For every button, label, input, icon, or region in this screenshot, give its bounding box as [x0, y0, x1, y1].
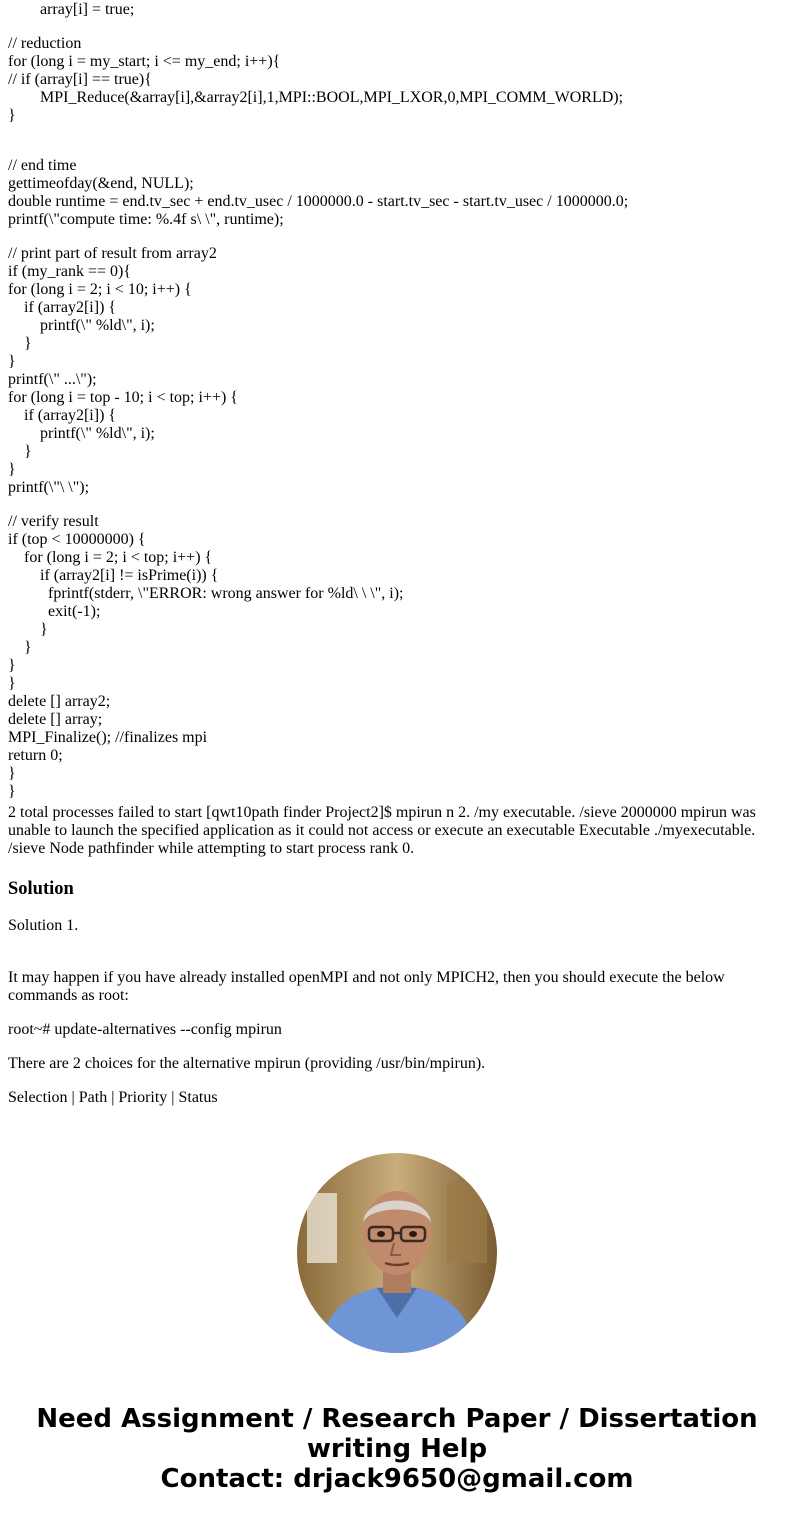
code-line: }: [8, 335, 32, 352]
code-line: if (array2[i]) {: [8, 407, 117, 424]
promo-line-2: writing Help: [306, 1434, 488, 1464]
code-line: return 0;: [8, 747, 63, 764]
code-line: }: [8, 353, 16, 370]
code-line: }: [8, 675, 16, 692]
code-line: if (array2[i]) {: [8, 299, 117, 316]
code-line: if (array2[i] != isPrime(i)) {: [8, 567, 219, 584]
code-line: double runtime = end.tv_sec + end.tv_usec / 1000000.0 - start.tv_sec - start.tv_usec / 1000000.0;: [8, 193, 629, 210]
code-line: if (my_rank == 0){: [8, 263, 132, 280]
code-line: // print part of result from array2: [8, 245, 217, 262]
solution-body: It may happen if you have already installed openMPI and not only MPICH2, then you should execute the below commands as root:: [8, 969, 725, 1004]
code-line: for (long i = 2; i < 10; i++) {: [8, 281, 192, 298]
code-line: }: [8, 461, 16, 478]
code-line: // reduction: [8, 35, 82, 52]
table-header: Selection | Path | Priority | Status: [8, 1089, 218, 1106]
code-line: MPI_Finalize(); //finalizes mpi: [8, 729, 208, 746]
code-line: array[i] = true;: [8, 1, 135, 18]
code-line: }: [8, 621, 48, 638]
code-line: if (top < 10000000) {: [8, 531, 146, 548]
code-line: delete [] array2;: [8, 693, 111, 710]
command-line: root~# update-alternatives --config mpirun: [8, 1021, 282, 1038]
code-line: }: [8, 639, 32, 656]
code-line: MPI_Reduce(&array[i],&array2[i],1,MPI::BOOL,MPI_LXOR,0,MPI_COMM_WORLD);: [8, 89, 624, 106]
solution-heading: Solution: [8, 879, 74, 899]
code-line: printf(\" ...\");: [8, 371, 97, 388]
code-line: }: [8, 765, 16, 782]
code-line: delete [] array;: [8, 711, 103, 728]
promo-line-1: Need Assignment / Research Paper / Dissertation: [36, 1404, 758, 1434]
code-line: for (long i = my_start; i <= my_end; i++){: [8, 53, 281, 70]
code-line: for (long i = top - 10; i < top; i++) {: [8, 389, 238, 406]
promo-contact: Contact: drjack9650@gmail.com: [160, 1464, 634, 1494]
code-line: for (long i = 2; i < top; i++) {: [8, 549, 213, 566]
code-line: // if (array[i] == true){: [8, 71, 152, 88]
code-line: // verify result: [8, 513, 99, 530]
code-line: printf(\"\ \");: [8, 479, 90, 496]
code-line: printf(\"compute time: %.4f s\ \", runtime);: [8, 211, 284, 228]
code-line: exit(-1);: [8, 603, 101, 620]
error-message: 2 total processes failed to start [qwt10path finder Project2]$ mpirun n 2. /my executable. /sieve 2000000 mpirun was unable to launch the specified application as it could not access or execute an executable Executable ./myexecutable. /sieve Node pathfinder while attempting to start process rank 0.: [8, 804, 756, 857]
code-line: printf(\" %ld\", i);: [8, 317, 155, 334]
code-line: }: [8, 783, 16, 800]
solution-number: Solution 1.: [8, 917, 79, 934]
code-line: gettimeofday(&end, NULL);: [8, 175, 194, 192]
code-line: }: [8, 107, 16, 124]
choices-text: There are 2 choices for the alternative mpirun (providing /usr/bin/mpirun).: [8, 1055, 486, 1072]
code-line: fprintf(stderr, \"ERROR: wrong answer for %ld\ \ \", i);: [8, 585, 404, 602]
author-avatar: [297, 1153, 497, 1353]
code-line: }: [8, 443, 32, 460]
code-line: // end time: [8, 157, 77, 174]
author-photo: [297, 1153, 497, 1353]
code-line: printf(\" %ld\", i);: [8, 425, 155, 442]
code-line: }: [8, 657, 16, 674]
